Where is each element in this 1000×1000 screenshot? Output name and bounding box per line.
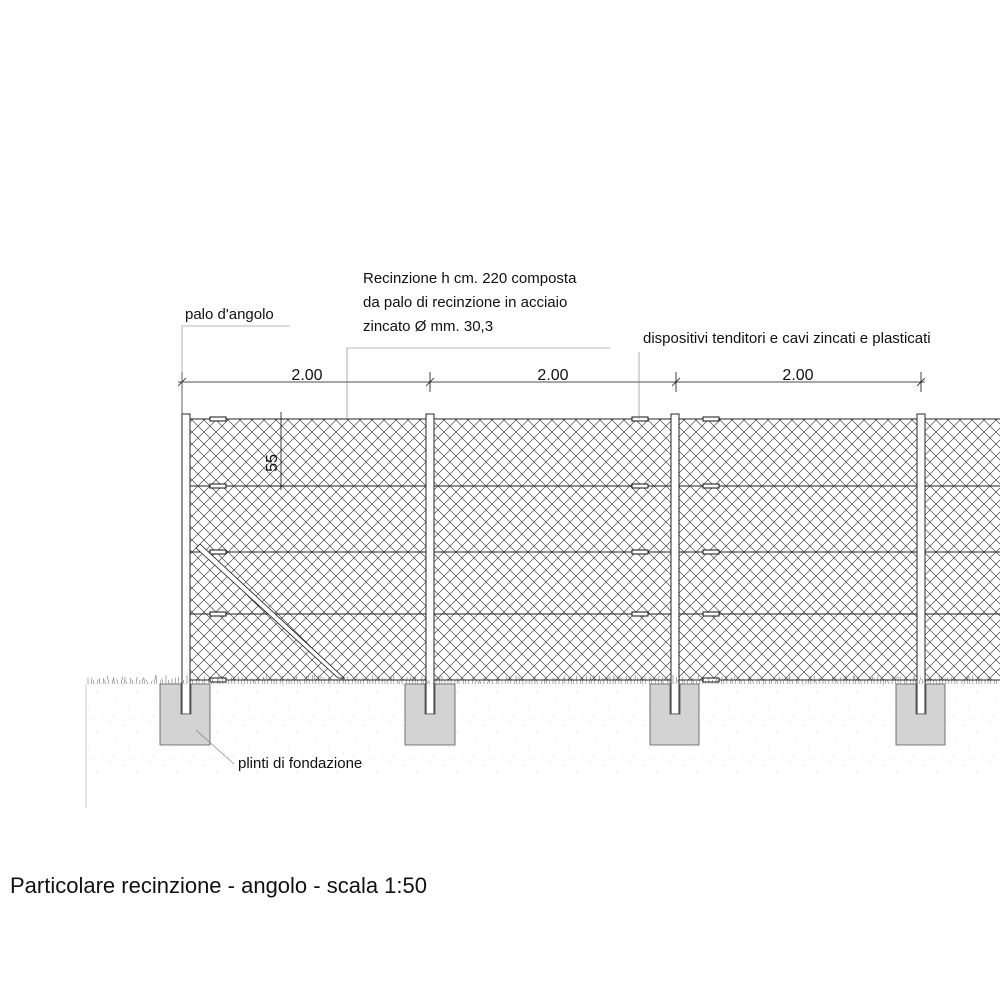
post-2 xyxy=(426,414,434,714)
dimension-label-3: 2.00 xyxy=(782,367,814,384)
corner-post xyxy=(182,414,190,714)
corner-post-label: palo d'angolo xyxy=(185,306,274,323)
wire-mesh-panel xyxy=(186,419,1000,680)
post-3 xyxy=(671,414,679,714)
fence-description-line-3: zincato Ø mm. 30,3 xyxy=(363,318,494,335)
ground-soil xyxy=(86,684,1000,780)
drawing-title: Particolare recinzione - angolo - scala 1:50 xyxy=(10,873,428,898)
dimension-label-1: 2.00 xyxy=(291,367,323,384)
height-mark-label: 55 xyxy=(264,454,281,472)
fence-description-line-2: da palo di recinzione in acciaio xyxy=(363,294,568,311)
dimension-label-2: 2.00 xyxy=(537,367,569,384)
tensioners-label: dispositivi tenditori e cavi zincati e plasticati xyxy=(643,330,931,347)
post-4 xyxy=(917,414,925,714)
fence-description-line-1: Recinzione h cm. 220 composta xyxy=(363,270,577,287)
foundations-label: plinti di fondazione xyxy=(238,755,363,772)
